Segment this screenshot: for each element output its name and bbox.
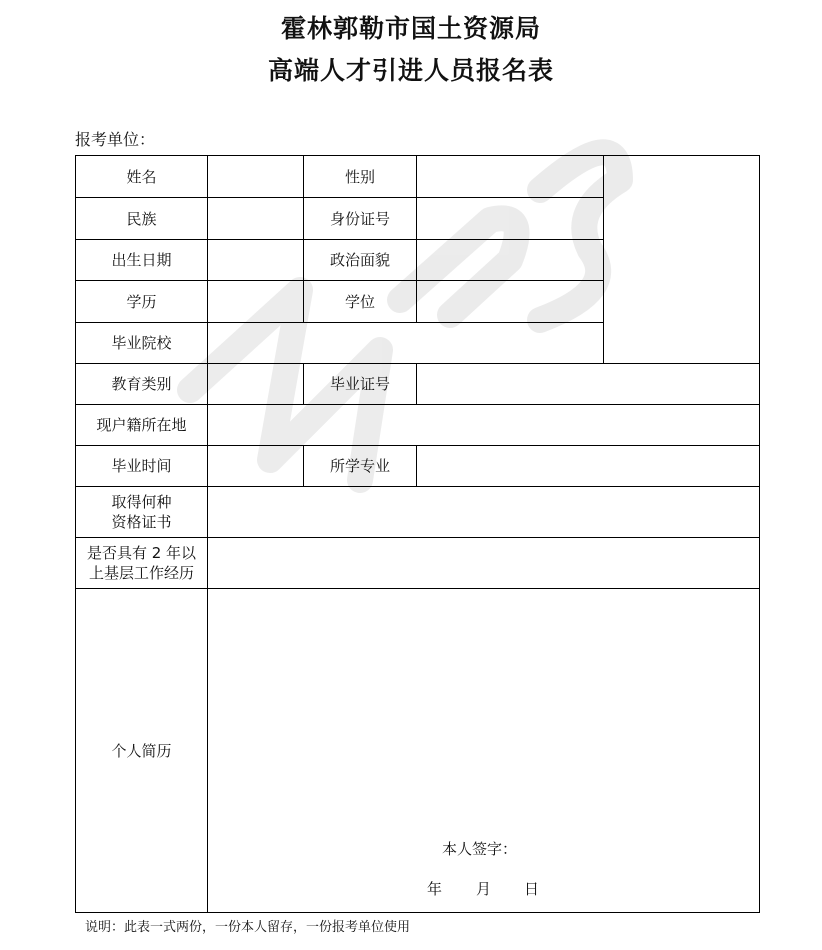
- resume-field[interactable]: [208, 588, 759, 912]
- date-month-label: 月: [476, 880, 492, 898]
- id-number-label: 身份证号: [304, 197, 417, 239]
- date-day-label: 日: [524, 880, 540, 898]
- diploma-number-label: 毕业证号: [304, 363, 417, 404]
- education-label: 学历: [76, 280, 208, 322]
- major-field[interactable]: [417, 445, 759, 486]
- degree-label: 学位: [304, 280, 417, 322]
- political-status-label: 政治面貌: [304, 239, 417, 280]
- graduation-time-label: 毕业时间: [76, 445, 208, 486]
- major-label: 所学专业: [304, 445, 417, 486]
- ethnicity-label: 民族: [76, 197, 208, 239]
- birth-date-label: 出生日期: [76, 239, 208, 280]
- name-label: 姓名: [76, 156, 208, 197]
- applying-unit-label: 报考单位：: [75, 130, 156, 149]
- ethnicity-field[interactable]: [208, 197, 304, 239]
- grassroots-label-line1: 是否具有 2 年以: [86, 544, 197, 562]
- name-field[interactable]: [208, 156, 304, 197]
- footer-note: 说明：此表一式两份，一份本人留存，一份报考单位使用: [85, 920, 411, 935]
- grassroots-experience-field[interactable]: [208, 537, 759, 588]
- signature-label: 本人签字：: [442, 840, 518, 858]
- school-label: 毕业院校: [76, 322, 208, 363]
- document-title-line2: 高端人才引进人员报名表: [267, 56, 554, 85]
- certificate-label-line2: 资格证书: [111, 513, 172, 531]
- diploma-number-field[interactable]: [417, 363, 759, 404]
- birth-date-field[interactable]: [208, 239, 304, 280]
- school-field[interactable]: [208, 322, 604, 363]
- resume-label: 个人简历: [76, 588, 208, 912]
- degree-field[interactable]: [417, 280, 604, 322]
- political-status-field[interactable]: [417, 239, 604, 280]
- photo-area[interactable]: [604, 156, 759, 363]
- gender-field[interactable]: [417, 156, 604, 197]
- id-number-field[interactable]: [417, 197, 604, 239]
- graduation-time-field[interactable]: [208, 445, 304, 486]
- grassroots-label-line2: 上基层工作经历: [88, 564, 194, 582]
- date-year-label: 年: [427, 880, 443, 898]
- education-type-field[interactable]: [208, 363, 304, 404]
- document-title-line1: 霍林郭勒市国土资源局: [280, 14, 541, 43]
- grassroots-experience-label: [76, 537, 208, 588]
- certificate-field[interactable]: [208, 486, 759, 537]
- gender-label: 性别: [304, 156, 417, 197]
- education-field[interactable]: [208, 280, 304, 322]
- residence-field[interactable]: [208, 404, 759, 445]
- certificate-label-line1: 取得何种: [111, 493, 172, 511]
- residence-label: 现户籍所在地: [76, 404, 208, 445]
- registration-form-table: [75, 155, 760, 913]
- education-type-label: 教育类别: [76, 363, 208, 404]
- certificate-label: [76, 486, 208, 537]
